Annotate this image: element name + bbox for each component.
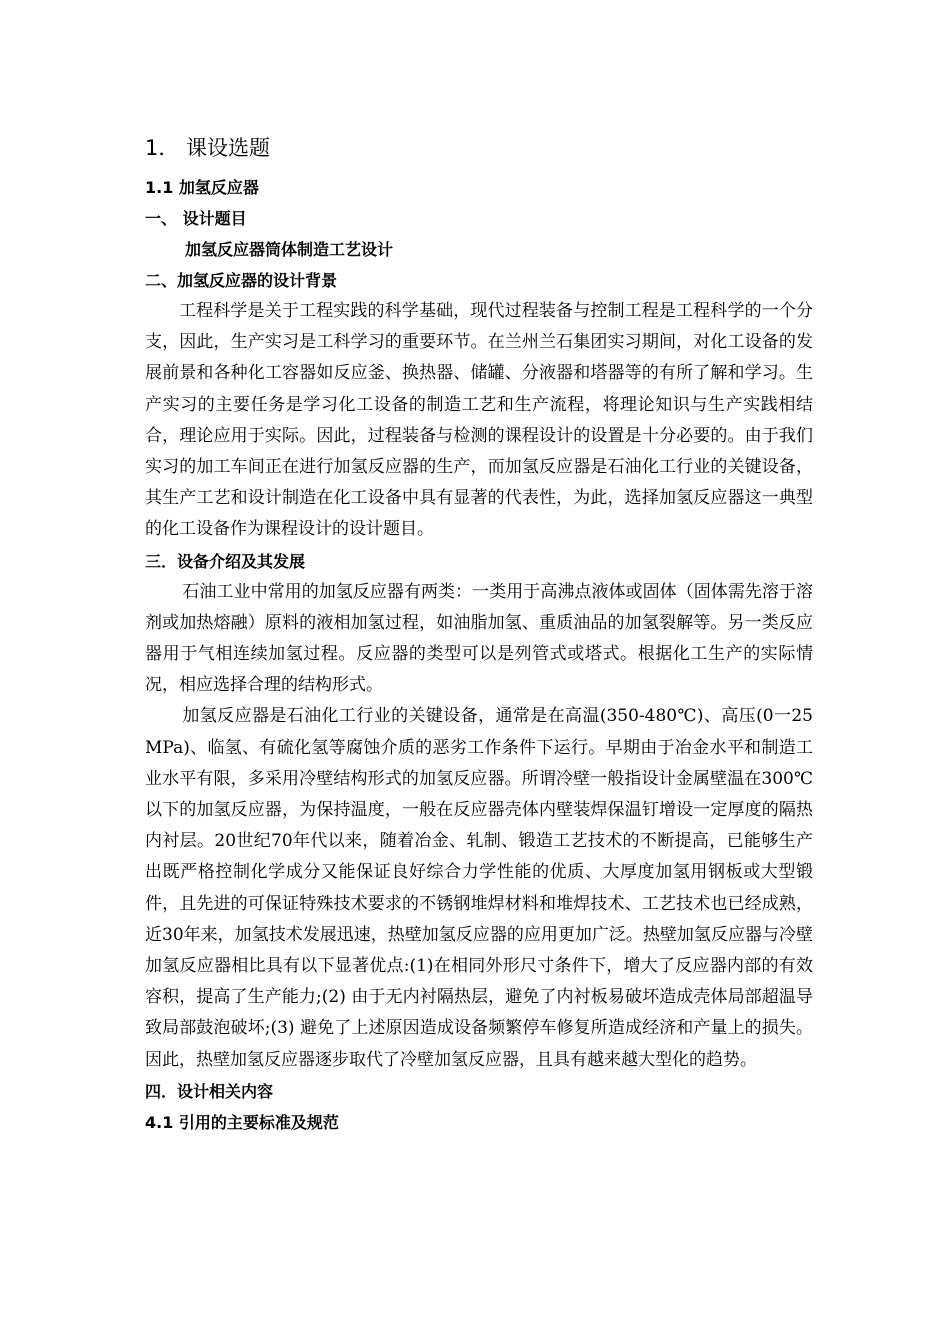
- paragraph-background: 工程科学是关于工程实践的科学基础，现代过程装备与控制工程是工程科学的一个分支，因此，生产实习是工科学习的重要环节。在兰州兰石集团实习期间，对化工设备的发展前景和各种化工容器如反应釜、换热器、储罐、分液器和塔器等的有所了解和学习。生产实习的主要任务是学习化工设备的制造工艺和生产流程，将理论知识与生产实践相结合，理论应用于实际。因此，过程装备与检测的课程设计的设置是十分必要的。由于我们实习的加工车间正在进行加氢反应器的生产，而加氢反应器是石油化工行业的关键设备，其生产工艺和设计制造在化工设备中具有显著的代表性，为此，选择加氢反应器这一典型的化工设备作为课程设计的设计题目。: [145, 301, 813, 540]
- document-page: [145, 132, 813, 1138]
- paragraph-intro: 石油工业中常用的加氢反应器有两类：一类用于高沸点液体或固体（固体需先溶于溶剂或加热熔融）原料的液相加氢过程，如油脂加氢、重质油品的加氢裂解等。另一类反应器用于气相连续加氢过程。反应器的类型可以是列管式或塔式。根据化工生产的实际情况，相应选择合理的结构形式。: [145, 581, 813, 696]
- heading-design-topic: 一、 设计题目: [145, 209, 247, 228]
- design-topic-text: 加氢反应器筒体制造工艺设计: [185, 240, 394, 259]
- heading-design-content: 四．设计相关内容: [145, 1081, 274, 1101]
- subsection-standards: 4.1 引用的主要标准及规范: [145, 1112, 339, 1132]
- heading-design-background: 二、加氢反应器的设计背景: [145, 271, 338, 290]
- heading-equipment-intro: 三．设备介绍及其发展: [145, 551, 306, 571]
- subsection-title: 1.1 加氢反应器: [145, 178, 259, 197]
- paragraph-development: 加氢反应器是石油化工行业的关键设备，通常是在高温(350-480℃)、高压(0一25MPa)、临氢、有硫化氢等腐蚀介质的恶劣工作条件下运行。早期由于冶金水平和制造工业水平有限，多采用冷壁结构形式的加氢反应器。所谓冷壁一般指设计金属壁温在300℃以下的加氢反应器，为保持温度，一般在反应器壳体内壁装焊保温钉增设一定厚度的隔热内衬层。20世纪70年代以来，随着冶金、轧制、锻造工艺技术的不断提高，已能够生产出既严格控制化学成分又能保证良好综合力学性能的优质、大厚度加氢用钢板或大型锻件，且先进的可保证特殊技术要求的不锈钢堆焊材料和堆焊技术、工艺技术也已经成熟，近30年来，加氢技术发展迅速，热壁加氢反应器的应用更加广泛。热壁加氢反应器与冷壁加氢反应器相比具有以下显著优点:(1)在相同外形尺寸条件下，增大了反应器内部的有效容积，提高了生产能力;(2) 由于无内衬隔热层，避免了内衬板易破坏造成壳体局部超温导致局部鼓泡破坏;(3) 避免了上述原因造成设备频繁停车修复所造成经济和产量上的损失。因此，热壁加氢反应器逐步取代了冷壁加氢反应器，且具有越来越大型化的趋势。: [145, 706, 813, 1070]
- section-title: 1． 课设选题: [145, 136, 271, 160]
